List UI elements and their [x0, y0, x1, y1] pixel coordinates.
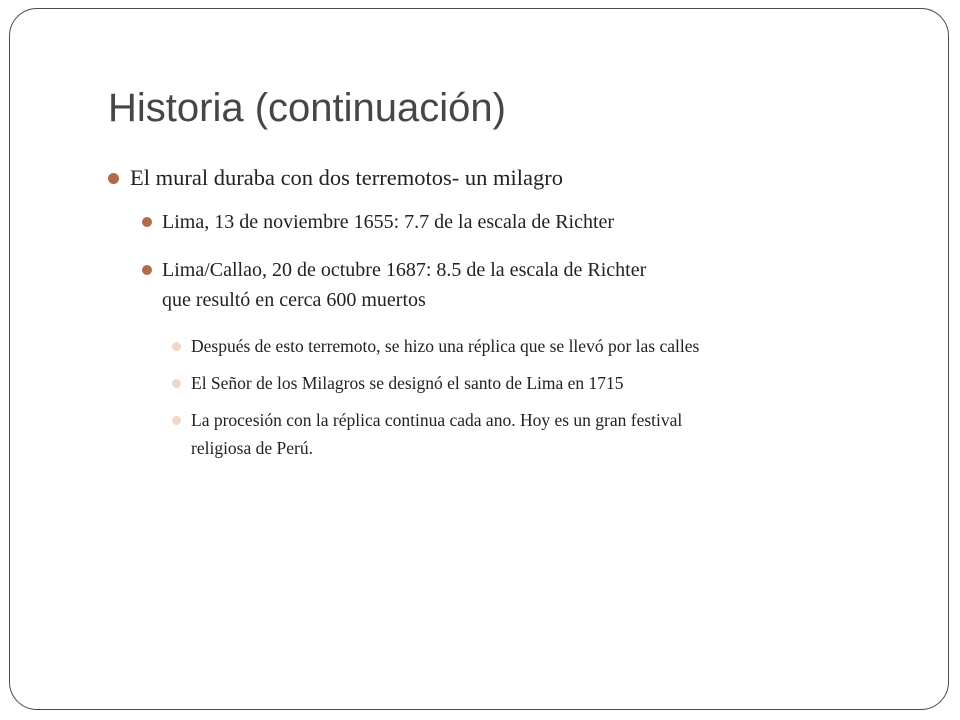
bullet-item-4	[191, 332, 699, 360]
bullet-dot-icon	[172, 379, 181, 388]
bullet-item-2	[162, 207, 614, 237]
bullet-dot-icon	[142, 265, 152, 275]
bullet-text-line-2: que resultó en cerca 600 muertos	[162, 289, 426, 311]
bullet-dot-icon	[172, 416, 181, 425]
bullet-item-3	[162, 255, 646, 315]
bullet-text: El mural duraba con dos terremotos- un milagro	[130, 165, 564, 190]
bullet-text: Lima, 13 de noviembre 1655: 7.7 de la escala de Richter	[162, 211, 615, 233]
bullet-text-line-1: Lima/Callao, 20 de octubre 1687: 8.5 de la escala de Richter	[162, 259, 647, 281]
bullet-dot-icon	[108, 173, 119, 184]
slide-title: Historia (continuación)	[108, 86, 506, 130]
bullet-item-6	[191, 406, 682, 462]
bullet-dot-icon	[172, 342, 181, 351]
bullet-text: Después de esto terremoto, se hizo una réplica que se llevó por las calles	[191, 336, 700, 356]
bullet-item-5	[191, 369, 624, 397]
bullet-text-line-1: La procesión con la réplica continua cada ano. Hoy es un gran festival	[191, 410, 683, 430]
bullet-dot-icon	[142, 217, 152, 227]
bullet-text: El Señor de los Milagros se designó el santo de Lima en 1715	[191, 373, 624, 393]
bullet-item-1	[130, 163, 563, 193]
bullet-text-line-2: religiosa de Perú.	[191, 438, 313, 458]
